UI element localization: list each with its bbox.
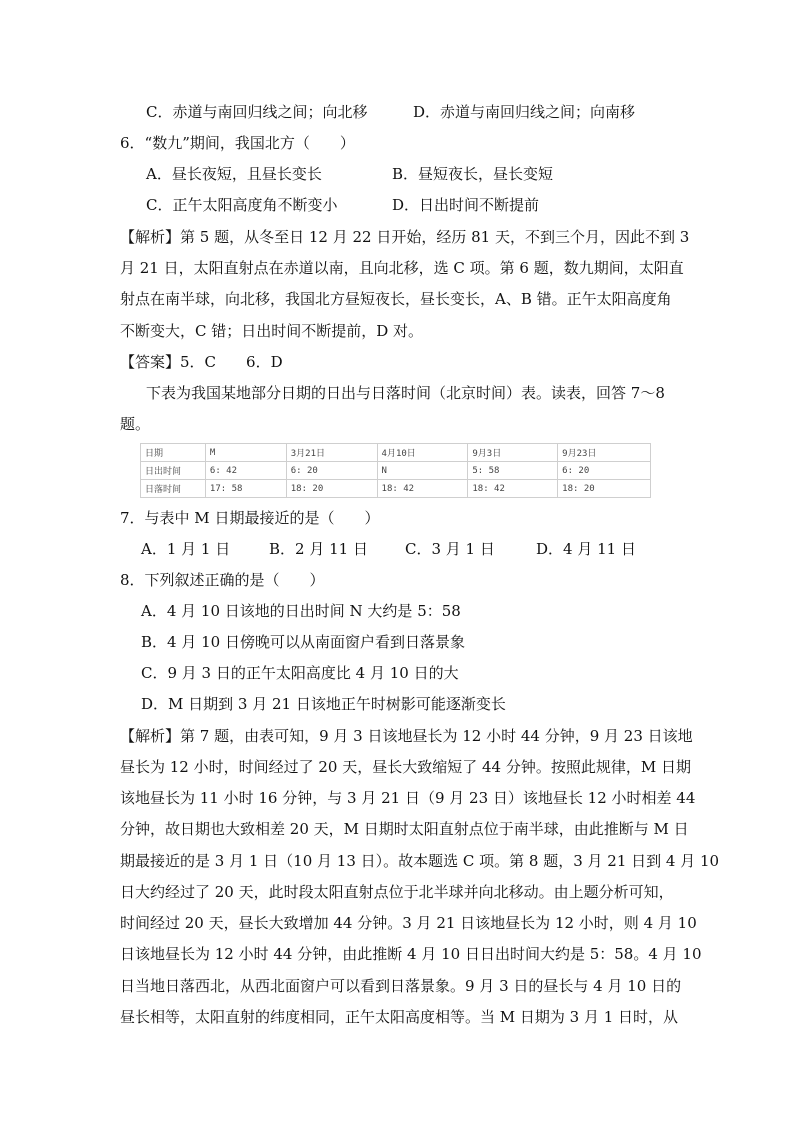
table-intro-line-1: 下表为我国某地部分日期的日出与日落时间（北京时间）表。读表，回答 7～8: [146, 384, 665, 402]
analysis-1-line: 不断变大，C 错；日出时间不断提前，D 对。: [120, 322, 424, 340]
q7-stem: 7．与表中 M 日期最接近的是（ ）: [120, 509, 380, 527]
q6-option-b: B．昼短夜长，昼长变短: [392, 165, 554, 183]
q6-option-c: C．正午太阳高度角不断变小: [146, 196, 338, 214]
table-intro-line-2: 题。: [120, 415, 151, 433]
q5-option-c: C．赤道与南回归线之间；向北移: [146, 103, 368, 121]
analysis-2-line: 昼长相等，太阳直射的纬度相同，正午太阳高度相等。当 M 日期为 3 月 1 日时，从: [120, 1008, 679, 1026]
q5-option-d: D．赤道与南回归线之间；向南移: [413, 103, 636, 121]
analysis-2-line: 分钟，故日期也大致相差 20 天，M 日期时太阳直射点位于南半球，由此推断与 M 日: [120, 820, 689, 838]
q8-option-d: D．M 日期到 3 月 21 日该地正午时树影可能逐渐变长: [141, 695, 506, 713]
analysis-2-line: 日大约经过了 20 天，此时段太阳直射点位于北半球并向北移动。由上题分析可知，: [120, 883, 674, 901]
table-cell: 日出时间: [141, 462, 206, 480]
table-cell: 9月23日: [558, 444, 651, 462]
q6-stem: 6．“数九”期间，我国北方（ ）: [120, 134, 355, 152]
q6-option-d: D．日出时间不断提前: [392, 196, 540, 214]
q8-option-b: B．4 月 10 日傍晚可以从南面窗户看到日落景象: [141, 633, 465, 651]
table-cell: 5: 58: [468, 462, 558, 480]
analysis-2-line: 日当地日落西北，从西北面窗户可以看到日落景象。9 月 3 日的昼长与 4 月 10 日的: [120, 977, 682, 995]
sunrise-sunset-table: [140, 443, 651, 498]
q7-option-b: B．2 月 11 日: [269, 540, 368, 558]
table-cell: 9月3日: [468, 444, 558, 462]
table-cell: 18: 20: [558, 480, 651, 498]
table-row: [141, 444, 651, 462]
answer-1: 【答案】5．C 6．D: [120, 353, 283, 371]
table-row: [141, 480, 651, 498]
q8-option-c: C．9 月 3 日的正午太阳高度比 4 月 10 日的大: [141, 664, 459, 682]
table-row: [141, 462, 651, 480]
q7-option-d: D．4 月 11 日: [536, 540, 636, 558]
analysis-1-line: 射点在南半球，向北移，我国北方昼短夜长，昼长变长，A、B 错。正午太阳高度角: [120, 290, 672, 308]
table-cell: 日期: [141, 444, 206, 462]
table-cell: 6: 20: [286, 462, 377, 480]
q8-option-a: A．4 月 10 日该地的日出时间 N 大约是 5：58: [141, 602, 461, 620]
table-cell: 18: 42: [377, 480, 468, 498]
table-cell: N: [377, 462, 468, 480]
analysis-2-line: 时间经过 20 天，昼长大致增加 44 分钟。3 月 21 日该地昼长为 12 小时，则 4 月 10: [120, 914, 697, 932]
table-cell: 3月21日: [286, 444, 377, 462]
table-cell: 6: 20: [558, 462, 651, 480]
q6-option-a: A．昼长夜短，且昼长变长: [146, 165, 322, 183]
table-cell: 6: 42: [205, 462, 286, 480]
q7-option-a: A．1 月 1 日: [141, 540, 231, 558]
table-cell: 日落时间: [141, 480, 206, 498]
table-cell: 17: 58: [205, 480, 286, 498]
analysis-2-line: 该地昼长为 11 小时 16 分钟，与 3 月 21 日（9 月 23 日）该地昼长 12 小时相差 44: [120, 789, 696, 807]
analysis-2-line: 日该地昼长为 12 小时 44 分钟，由此推断 4 月 10 日日出时间大约是 5：58。4 月 10: [120, 945, 702, 963]
q7-option-c: C．3 月 1 日: [405, 540, 495, 558]
analysis-2-line: 期最接近的是 3 月 1 日（10 月 13 日）。故本题选 C 项。第 8 题，3 月 21 日到 4 月 10: [120, 852, 720, 870]
table-cell: 4月10日: [377, 444, 468, 462]
analysis-2-line: 【解析】第 7 题，由表可知，9 月 3 日该地昼长为 12 小时 44 分钟，9 月 23 日该地: [120, 727, 693, 745]
table-cell: M: [205, 444, 286, 462]
analysis-2-line: 昼长为 12 小时，时间经过了 20 天，昼长大致缩短了 44 分钟。按照此规律，M 日期: [120, 758, 691, 776]
q8-stem: 8．下列叙述正确的是（ ）: [120, 571, 325, 589]
analysis-1-line: 月 21 日，太阳直射点在赤道以南，且向北移，选 C 项。第 6 题，数九期间，太阳直: [120, 259, 684, 277]
analysis-1-line: 【解析】第 5 题，从冬至日 12 月 22 日开始，经历 81 天，不到三个月，因此不到 3: [120, 228, 690, 246]
table-cell: 18: 42: [468, 480, 558, 498]
table-cell: 18: 20: [286, 480, 377, 498]
